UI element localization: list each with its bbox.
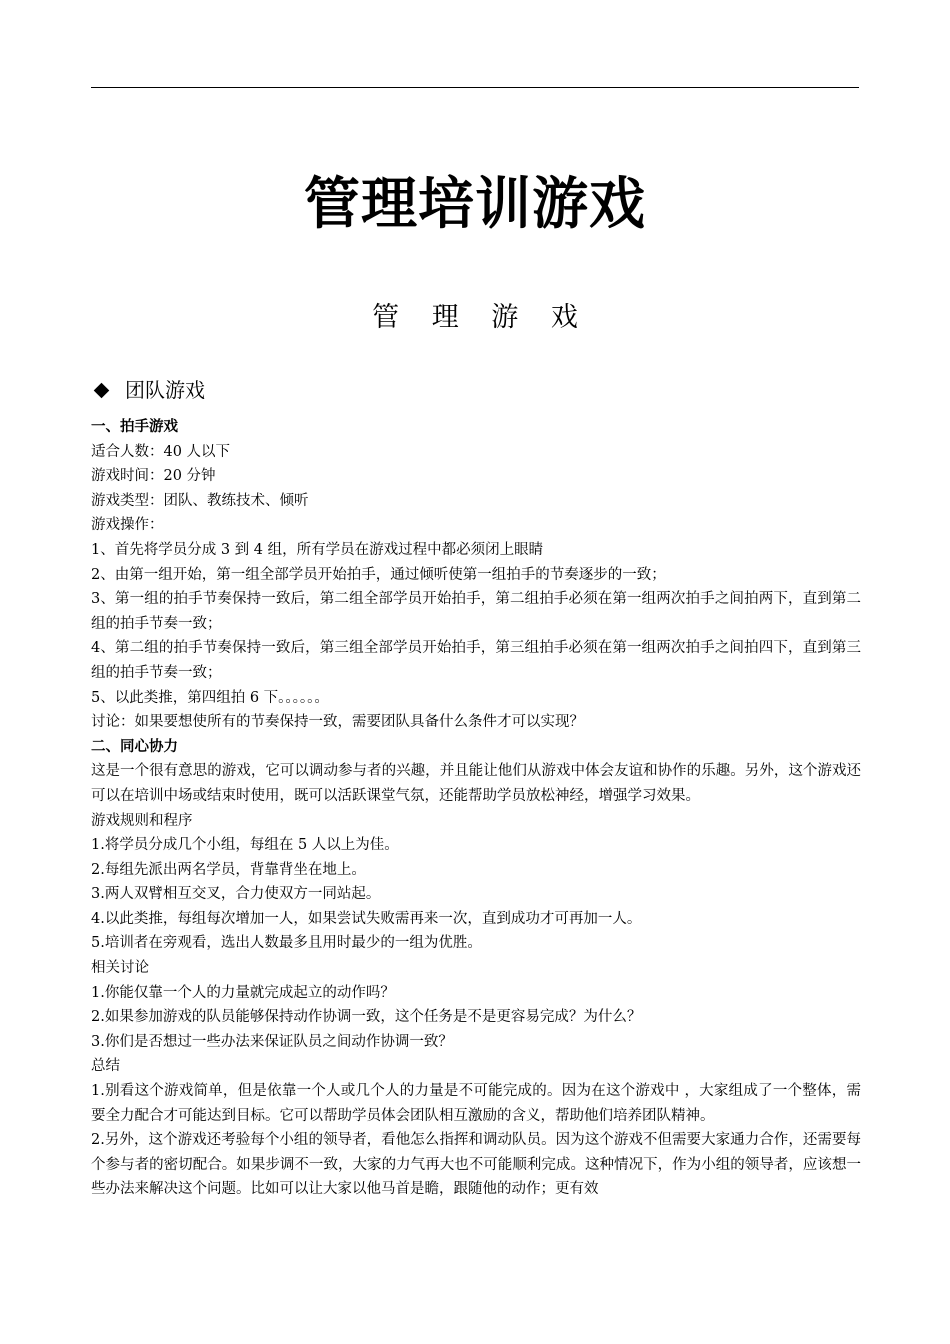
game2-summary-item: 2.另外，这个游戏还考验每个小组的领导者，看他怎么指挥和调动队员。因为这个游戏不但需要大家通力合作，还需要每个参与者的密切配合。如果步调不一致，大家的力气再大也不可能顺利完成。这种情况下，作为小组的领导者，应该想一些办法来解决这个问题。比如可以让大家以他马首是瞻，跟随他的动作；更有效	[91, 1132, 861, 1198]
game1-step: 4、第二组的拍手节奏保持一致后，第三组全部学员开始拍手，第三组拍手必须在第一组两次拍手之间拍四下，直到第三组的拍手节奏一致；	[91, 640, 861, 681]
game2-rule: 2.每组先派出两名学员，背靠背坐在地上。	[91, 861, 366, 878]
game1-step: 1、首先将学员分成 3 到 4 组，所有学员在游戏过程中都必须闭上眼睛	[91, 541, 544, 558]
game1-suitable: 适合人数：40 人以下	[91, 443, 231, 460]
game1-type: 游戏类型：团队、教练技术、倾听	[91, 492, 309, 509]
section-heading	[93, 375, 205, 405]
game2-discussion-item: 2.如果参加游戏的队员能够保持动作协调一致，这个任务是不是更容易完成？为什么？	[91, 1009, 642, 1026]
document-body	[91, 415, 861, 1202]
game2-summary-item: 1.别看这个游戏简单，但是依靠一个人或几个人的力量是不可能完成的。因为在这个游戏中 ，大家组成了一个整体，需要全力配合才可能达到目标。它可以帮助学员体会团队相互激励的含义，帮助他们培养团队精神。	[91, 1083, 861, 1124]
game2-rules-label: 游戏规则和程序	[91, 812, 193, 829]
game2-rule: 1.将学员分成几个小组，每组在 5 人以上为佳。	[91, 837, 399, 854]
game2-intro: 这是一个很有意思的游戏，它可以调动参与者的兴趣，并且能让他们从游戏中体会友谊和协作的乐趣。另外，这个游戏还可以在培训中场或结束时使用，既可以活跃课堂气氛，还能帮助学员放松神经，增强学习效果。	[91, 763, 861, 804]
game1-time: 游戏时间：20 分钟	[91, 468, 216, 485]
game2-summary-label: 总结	[91, 1058, 120, 1075]
game1-step: 3、第一组的拍手节奏保持一致后，第二组全部学员开始拍手，第二组拍手必须在第一组两次拍手之间拍两下，直到第二组的拍手节奏一致；	[91, 591, 861, 632]
game2-rule: 3.两人双臂相互交叉，合力使双方一同站起。	[91, 886, 381, 903]
game2-discussion-label: 相关讨论	[91, 960, 149, 977]
game1-step: 2、由第一组开始，第一组全部学员开始拍手，通过倾听使第一组拍手的节奏逐步的一致；	[91, 566, 666, 583]
game2-rule: 5.培训者在旁观看，选出人数最多且用时最少的一组为优胜。	[91, 935, 482, 952]
game1-operation-label: 游戏操作：	[91, 517, 164, 534]
section-heading-text: 团队游戏	[125, 378, 205, 402]
game2-heading: 二、同心协力	[91, 738, 178, 755]
game1-heading: 一、拍手游戏	[91, 419, 178, 435]
document-subtitle: 管 理 游 戏	[372, 302, 590, 333]
game2-discussion-item: 3.你们是否想过一些办法来保证队员之间动作协调一致？	[91, 1033, 453, 1050]
game1-discussion: 讨论：如果要想使所有的节奏保持一致，需要团队具备什么条件才可以实现？	[91, 714, 584, 731]
document-title: 管理培训游戏	[304, 172, 646, 237]
diamond-bullet-icon	[94, 382, 110, 398]
game2-discussion-item: 1.你能仅靠一个人的力量就完成起立的动作吗？	[91, 984, 395, 1001]
game1-step: 5、以此类推，第四组拍 6 下。。。。。。	[91, 689, 329, 706]
game2-rule: 4.以此类推，每组每次增加一人，如果尝试失败需再来一次，直到成功才可再加一人。	[91, 910, 642, 927]
header-rule	[91, 87, 859, 88]
